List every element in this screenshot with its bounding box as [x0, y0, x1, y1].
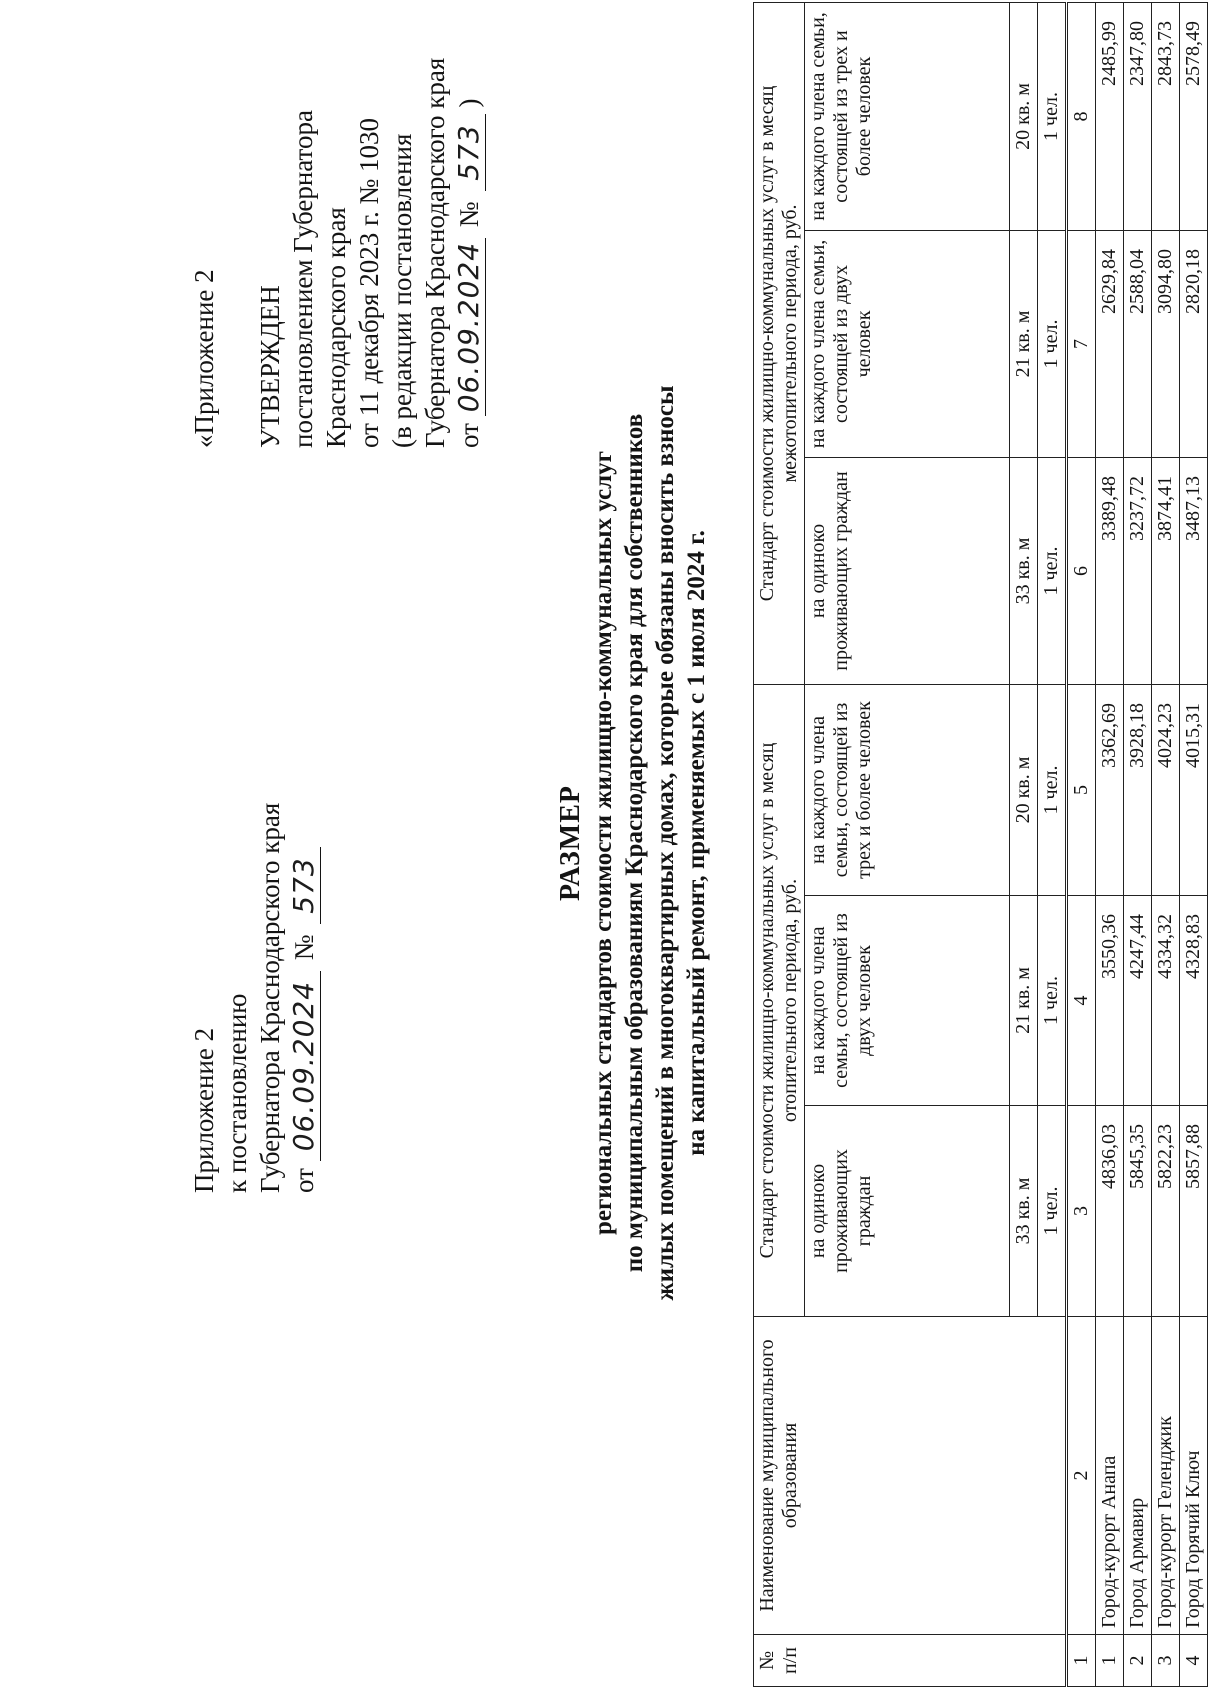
value-cell: 5845,35 — [1124, 1106, 1152, 1317]
value-cell: 4015,31 — [1180, 684, 1208, 895]
column-number: 5 — [1067, 684, 1096, 895]
row-number: 2 — [1124, 1635, 1152, 1687]
persons-cell: 1 чел. — [1038, 896, 1067, 1106]
heading-line-4: на капитальный ремонт, применяемых с 1 июля 2024 г. — [683, 530, 710, 1156]
handwritten-number: 573 — [452, 114, 486, 190]
decree-reference-line: к постановлению — [222, 993, 252, 1193]
attachment-label: Приложение 2 — [189, 1027, 219, 1193]
row-number: 3 — [1152, 1635, 1180, 1687]
value-cell: 2629,84 — [1096, 230, 1124, 457]
revision-line-1: (в редакции постановления — [387, 133, 417, 448]
date-prefix: от — [289, 1168, 319, 1193]
approval-line-2: Краснодарского края — [321, 207, 351, 448]
header-municipality: Наименование муниципального образования — [754, 1317, 1067, 1635]
area-cell: 33 кв. м — [1010, 457, 1038, 684]
subheader-cell: на каждого члена семьи, состоящей из двух человек — [805, 896, 1010, 1106]
value-cell: 3928,18 — [1124, 684, 1152, 895]
column-number: 7 — [1067, 230, 1096, 457]
approval-line-1: постановлением Губернатора — [288, 110, 318, 448]
column-number: 8 — [1067, 2, 1096, 230]
table-row — [1096, 2, 1124, 1686]
value-cell: 4334,32 — [1152, 896, 1180, 1106]
municipality-name: Город Армавир — [1124, 1317, 1152, 1635]
value-cell: 3389,48 — [1096, 457, 1124, 684]
value-cell: 4328,83 — [1180, 896, 1208, 1106]
municipality-name: Город-курорт Анапа — [1096, 1317, 1124, 1635]
table-row — [1124, 2, 1152, 1686]
housing-cost-standards-table — [753, 2, 1208, 1687]
row-number: 1 — [1096, 1635, 1124, 1687]
heading-line-3: жилых помещений в многоквартирных домах, которые обязаны вносить взносы — [652, 385, 679, 1301]
subheader-cell: на одиноко проживающих граждан — [805, 1106, 1010, 1317]
handwritten-number: 573 — [287, 847, 321, 923]
table-header-row — [754, 2, 805, 1686]
heading-line-1: региональных стандартов стоимости жилищно-коммунальных услуг — [590, 450, 617, 1236]
table-column-numbers-row — [1067, 2, 1096, 1686]
value-cell: 2588,04 — [1124, 230, 1152, 457]
row-number: 4 — [1180, 1635, 1208, 1687]
attachment-label: «Приложение 2 — [189, 269, 219, 448]
value-cell: 4247,44 — [1124, 896, 1152, 1106]
document-heading — [555, 343, 712, 1343]
column-number: 6 — [1067, 457, 1096, 684]
value-cell: 5857,88 — [1180, 1106, 1208, 1317]
approved-label: УТВЕРЖДЕН — [255, 285, 285, 448]
header-heating-period: Стандарт стоимости жилищно-коммунальных услуг в месяц отопительного периода, руб. — [754, 684, 805, 1316]
value-cell: 2578,49 — [1180, 2, 1208, 230]
area-cell: 21 кв. м — [1010, 230, 1038, 457]
original-decree-line: от 11 декабря 2023 г. № 1030 — [354, 117, 384, 448]
value-cell: 3362,69 — [1096, 684, 1124, 895]
header-nonheating-period: Стандарт стоимости жилищно-коммунальных услуг в месяц межотопительного периода, руб. — [754, 2, 805, 684]
governor-line: Губернатора Краснодарского края — [255, 802, 285, 1193]
value-cell: 3237,72 — [1124, 457, 1152, 684]
value-cell: 2347,80 — [1124, 2, 1152, 230]
number-sign: № — [289, 934, 319, 961]
closing-paren: ) — [454, 98, 484, 108]
number-sign: № — [454, 201, 484, 228]
heading-line-2: по муниципальным образованиям Краснодарского края для собственников — [621, 413, 648, 1273]
persons-cell: 1 чел. — [1038, 230, 1067, 457]
table-row — [1152, 2, 1180, 1686]
handwritten-date: 06.09.2024 — [452, 238, 486, 416]
spacer-line — [221, 58, 254, 448]
attachment-reference-block — [188, 803, 321, 1193]
column-number: 4 — [1067, 896, 1096, 1106]
value-cell: 4836,03 — [1096, 1106, 1124, 1317]
value-cell: 2485,99 — [1096, 2, 1124, 230]
date-prefix: от — [454, 423, 484, 448]
subheader-cell: на каждого члена семьи, состоящей из трех и более человек — [805, 684, 1010, 895]
persons-cell: 1 чел. — [1038, 1106, 1067, 1317]
value-cell: 2820,18 — [1180, 230, 1208, 457]
value-cell: 4024,23 — [1152, 684, 1180, 895]
persons-cell: 1 чел. — [1038, 684, 1067, 895]
value-cell: 2843,73 — [1152, 2, 1180, 230]
value-cell: 3487,13 — [1180, 457, 1208, 684]
header-number: № п/п — [754, 1635, 1067, 1687]
subheader-cell: на каждого члена семьи, состоящей из двух человек — [805, 230, 1010, 457]
area-cell: 20 кв. м — [1010, 2, 1038, 230]
area-cell: 33 кв. м — [1010, 1106, 1038, 1317]
decree-date-line — [287, 803, 321, 1193]
persons-cell: 1 чел. — [1038, 2, 1067, 230]
approval-stamp-block — [188, 58, 486, 448]
subheader-cell: на одиноко проживающих граждан — [805, 457, 1010, 684]
persons-cell: 1 чел. — [1038, 457, 1067, 684]
document-title: РАЗМЕР — [555, 784, 586, 902]
revision-line-2: Губернатора Краснодарского края — [420, 57, 450, 448]
handwritten-date: 06.09.2024 — [287, 971, 321, 1161]
value-cell: 3874,41 — [1152, 457, 1180, 684]
column-number: 3 — [1067, 1106, 1096, 1317]
area-cell: 21 кв. м — [1010, 896, 1038, 1106]
value-cell: 3550,36 — [1096, 896, 1124, 1106]
municipality-name: Город Горячий Ключ — [1180, 1317, 1208, 1635]
area-cell: 20 кв. м — [1010, 684, 1038, 895]
column-number: 1 — [1067, 1635, 1096, 1687]
value-cell: 5822,23 — [1152, 1106, 1180, 1317]
revision-date-line — [452, 58, 486, 448]
column-number: 2 — [1067, 1317, 1096, 1635]
table-row — [1180, 2, 1208, 1686]
value-cell: 3094,80 — [1152, 230, 1180, 457]
subheader-cell: на каждого члена семьи, состоящей из трех и более человек — [805, 2, 1010, 230]
municipality-name: Город-курорт Геленджик — [1152, 1317, 1180, 1635]
